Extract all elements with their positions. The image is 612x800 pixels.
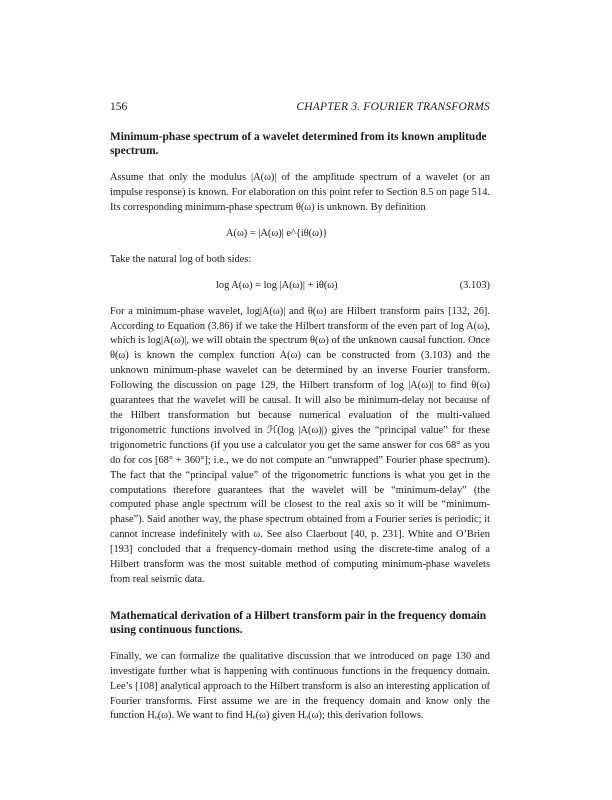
paragraph: Finally, we can formalize the qualitative discussion that we introduced on page 130 and investigate further what is happening with continuous functions in the frequency domain. Lee’s [108] analytical approach to the Hilbert transform is also an interesting application of Fourier transforms. First assume we are in the frequency domain and know only the function Hₒ(ω). We want to find Hₑ(ω) given Hₒ(ω); this derivation follows.: [110, 650, 490, 722]
section-heading-hilbert-derivation: Mathematical derivation of a Hilbert transform pair in the frequency domain using continuous functions.: [110, 609, 487, 636]
section-heading-minimum-phase: Minimum-phase spectrum of a wavelet determined from its known amplitude spectrum.: [110, 131, 487, 157]
equation-text: A(ω) = |A(ω)| e^{iθ(ω)}: [226, 227, 328, 239]
paragraph: Take the natural log of both sides:: [110, 253, 252, 265]
equation-definition: [110, 227, 490, 241]
paragraph: Assume that only the modulus |A(ω)| of the amplitude spectrum of a wavelet (or an impulse response) is known. For elaboration on this point refer to Section 8.5 on page 514. Its corresponding minimum-phase spectrum θ(ω) is unknown. By definition: [110, 172, 490, 213]
page-body: [110, 130, 490, 735]
equation-number: (3.103): [459, 279, 490, 291]
equation-text: log A(ω) = log |A(ω)| + iθ(ω): [216, 279, 338, 291]
page-number: 156: [110, 101, 128, 113]
paragraph: For a minimum-phase wavelet, log|A(ω)| and θ(ω) are Hilbert transform pairs [132, 26]. According to Equation (3.86) if we take the Hilbert transform of the even part of log A(ω), which is log|A(ω)|, we will obtain the spectrum θ(ω) of the unknown causal function. Once θ(ω) is known the complex function A(ω) can be constructed from (3.103) and the unknown minimum-phase wavelet can be determined by an inverse Fourier transform. Following the discussion on page 129, the Hilbert transform of log |A(ω)| to find θ(ω) guarantees that the wavelet will be causal. It will also be minimum-delay not because of the Hilbert transformation but because numerical evaluation of the multi-valued trigonometric functions involved in ℋ(log |A(ω)|) gives the “principal value” for these trigonometric functions (if you use a calculator you get the same answer for cos 68° as you do for cos [68° + 360°]; i.e., we do not compute an “unwrapped” Fourier phase spectrum). The fact that the “principal value” of the trigonometric functions is what you get in the computations therefore guarantees that the wavelet will be “minimum-delay” (the computed phase angle spectrum will be closest to the real axis so it will be “minimum-phase”). Said another way, the phase spectrum obtained from a Fourier series is periodic; it cannot increase indefinitely with ω. See also Claerbout [40, p. 231]. White and O’Brien [193] concluded that a frequency-domain method using the discrete-time analog of a Hilbert transform was the most suitable method of computing minimum-phase wavelets from real seismic data.: [110, 305, 490, 585]
equation-3-103: [110, 279, 490, 293]
chapter-title: CHAPTER 3. FOURIER TRANSFORMS: [296, 101, 490, 113]
